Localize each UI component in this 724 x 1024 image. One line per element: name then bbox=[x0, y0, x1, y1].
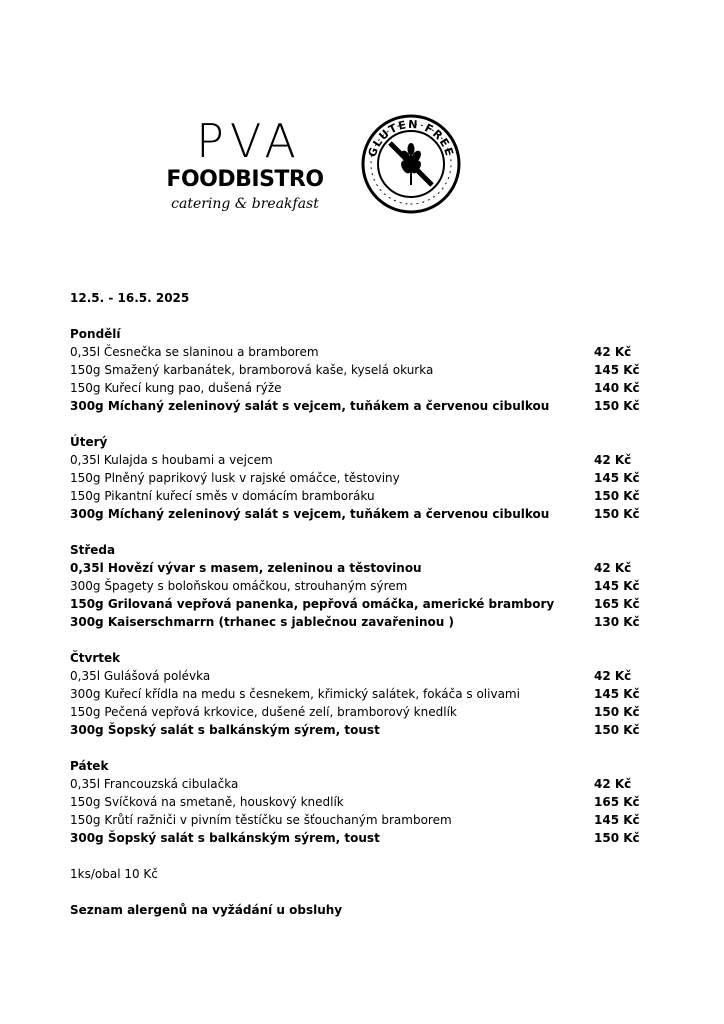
menu-item-name: 300g Šopský salát s balkánským sýrem, toust bbox=[70, 723, 380, 737]
logo-wordmark: PVA bbox=[196, 114, 302, 168]
menu-item-price: 165 Kč bbox=[594, 597, 640, 611]
menu-item bbox=[70, 685, 640, 703]
menu-item-price: 165 Kč bbox=[594, 795, 640, 809]
gluten-free-badge-icon bbox=[360, 113, 462, 215]
allergens-note: Seznam alergenů na vyžádání u obsluhy bbox=[70, 903, 343, 917]
menu-item bbox=[70, 829, 640, 847]
brand-name: FOODBISTRO bbox=[166, 167, 324, 192]
day-heading: Pondělí bbox=[70, 327, 121, 341]
menu-item-price: 145 Kč bbox=[594, 687, 640, 701]
brand-tagline: catering & breakfast bbox=[171, 196, 319, 212]
day-heading: Čtvrtek bbox=[70, 651, 121, 665]
menu-item-price: 145 Kč bbox=[594, 813, 640, 827]
menu-item-price: 150 Kč bbox=[594, 705, 640, 719]
svg-text:GLUTEN FREE: GLUTEN FREE bbox=[365, 117, 457, 159]
date-range: 12.5. - 16.5. 2025 bbox=[70, 291, 190, 305]
menu-item-name: 150g Kuřecí kung pao, dušená rýže bbox=[70, 381, 282, 395]
menu-item-price: 42 Kč bbox=[594, 777, 632, 791]
menu-item-name: 300g Kuřecí křídla na medu s česnekem, křimický salátek, fokáča s olivami bbox=[70, 687, 520, 701]
menu-item-price: 42 Kč bbox=[594, 561, 632, 575]
menu-item-price: 140 Kč bbox=[594, 381, 640, 395]
menu-item-name: 300g Špagety s boloňskou omáčkou, strouhaným sýrem bbox=[70, 579, 408, 593]
pva-foodbistro-logo bbox=[165, 114, 325, 218]
menu-item-price: 150 Kč bbox=[594, 723, 640, 737]
menu-item-price: 145 Kč bbox=[594, 471, 640, 485]
menu-item-price: 130 Kč bbox=[594, 615, 640, 629]
menu-item-price: 145 Kč bbox=[594, 579, 640, 593]
menu-item-name: 300g Kaiserschmarrn (trhanec s jablečnou zavařeninou ) bbox=[70, 615, 454, 629]
days-list bbox=[70, 325, 640, 865]
packaging-fee: 1ks/obal 10 Kč bbox=[70, 867, 158, 881]
menu-item bbox=[70, 505, 640, 523]
menu-item-price: 42 Kč bbox=[594, 669, 632, 683]
day-heading: Středa bbox=[70, 543, 116, 557]
menu-item bbox=[70, 775, 636, 793]
menu-item bbox=[70, 469, 640, 487]
menu-item-name: 150g Svíčková na smetaně, houskový knedlík bbox=[70, 795, 344, 809]
menu-item bbox=[70, 721, 640, 739]
menu-item bbox=[70, 361, 640, 379]
menu-item bbox=[70, 793, 640, 811]
menu-item bbox=[70, 397, 640, 415]
menu-item-name: 150g Grilovaná vepřová panenka, pepřová omáčka, americké brambory bbox=[70, 597, 555, 611]
day-heading: Úterý bbox=[70, 435, 108, 449]
weekly-menu bbox=[70, 289, 640, 919]
menu-item-name: 300g Míchaný zeleninový salát s vejcem, tuňákem a červenou cibulkou bbox=[70, 507, 550, 521]
menu-item-name: 0,35l Kulajda s houbami a vejcem bbox=[70, 453, 273, 467]
menu-item-price: 42 Kč bbox=[594, 345, 632, 359]
menu-item bbox=[70, 667, 636, 685]
menu-item-name: 300g Šopský salát s balkánským sýrem, toust bbox=[70, 831, 380, 845]
menu-item-name: 0,35l Francouzská cibulačka bbox=[70, 777, 239, 791]
menu-item bbox=[70, 559, 636, 577]
menu-item-name: 300g Míchaný zeleninový salát s vejcem, tuňákem a červenou cibulkou bbox=[70, 399, 550, 413]
menu-item bbox=[70, 379, 640, 397]
menu-item-name: 150g Plněný paprikový lusk v rajské omáčce, těstoviny bbox=[70, 471, 400, 485]
menu-item bbox=[70, 577, 640, 595]
menu-item bbox=[70, 811, 640, 829]
day-heading: Pátek bbox=[70, 759, 109, 773]
menu-item-price: 150 Kč bbox=[594, 399, 640, 413]
menu-item-name: 0,35l Česnečka se slaninou a bramborem bbox=[70, 345, 319, 359]
menu-item-price: 150 Kč bbox=[594, 489, 640, 503]
menu-item-price: 42 Kč bbox=[594, 453, 632, 467]
menu-item-name: 150g Smažený karbanátek, bramborová kaše, kyselá okurka bbox=[70, 363, 434, 377]
menu-item-name: 150g Krůtí ražniči v pivním těstíčku se šťouchaným bramborem bbox=[70, 813, 452, 827]
menu-item-name: 150g Pikantní kuřecí směs v domácím bramboráku bbox=[70, 489, 375, 503]
menu-item bbox=[70, 487, 640, 505]
menu-item-name: 150g Pečená vepřová krkovice, dušené zelí, bramborový knedlík bbox=[70, 705, 457, 719]
menu-item bbox=[70, 451, 636, 469]
menu-item bbox=[70, 595, 640, 613]
menu-item-price: 150 Kč bbox=[594, 507, 640, 521]
menu-item-price: 150 Kč bbox=[594, 831, 640, 845]
menu-item-name: 0,35l Gulášová polévka bbox=[70, 669, 211, 683]
menu-item bbox=[70, 613, 640, 631]
menu-item bbox=[70, 703, 640, 721]
menu-item-name: 0,35l Hovězí vývar s masem, zeleninou a těstovinou bbox=[70, 561, 422, 575]
menu-item bbox=[70, 343, 636, 361]
menu-item-price: 145 Kč bbox=[594, 363, 640, 377]
